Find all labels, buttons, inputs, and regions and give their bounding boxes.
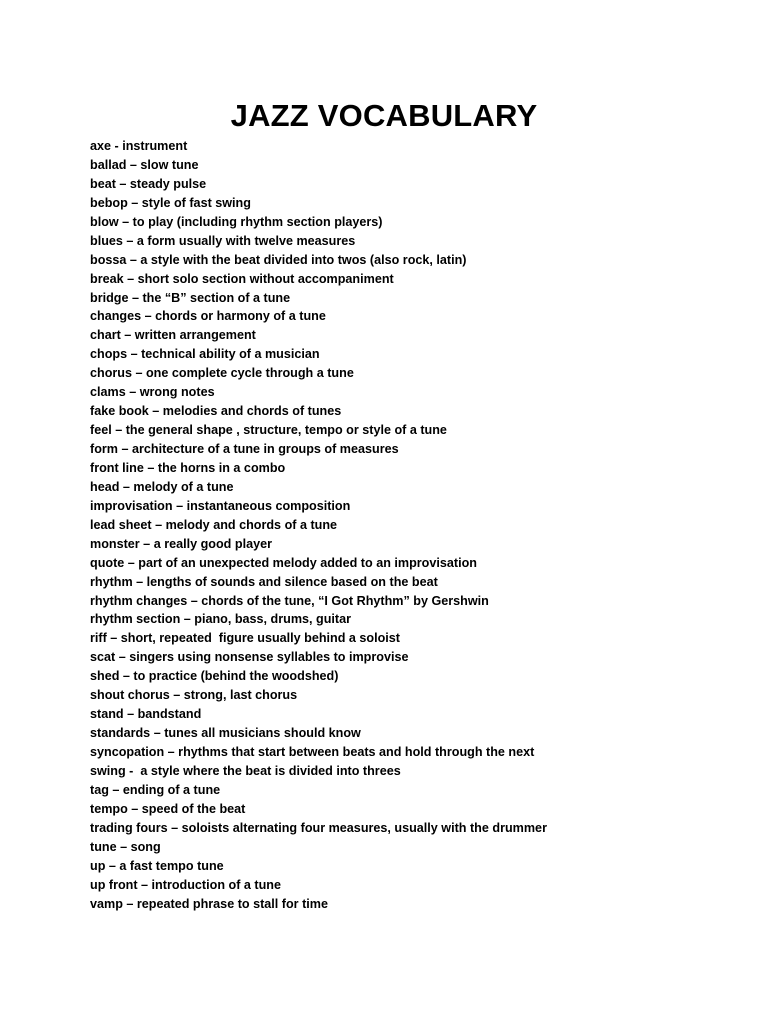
vocabulary-entry: front line – the horns in a combo: [90, 460, 286, 475]
vocabulary-entry: trading fours – soloists alternating four measures, usually with the drummer: [90, 820, 547, 835]
vocabulary-entry: chops – technical ability of a musician: [90, 347, 320, 362]
vocabulary-entry: form – architecture of a tune in groups of measures: [90, 442, 399, 456]
vocabulary-entry: fake book – melodies and chords of tunes: [90, 404, 342, 419]
vocabulary-entry: chorus – one complete cycle through a tune: [90, 366, 354, 381]
page-title: JAZZ VOCABULARY: [230, 98, 538, 133]
vocabulary-entry: up – a fast tempo tune: [90, 858, 224, 873]
vocabulary-entry: improvisation – instantaneous composition: [90, 498, 351, 513]
vocabulary-entry: head – melody of a tune: [90, 479, 234, 494]
vocabulary-list: [90, 137, 730, 913]
vocabulary-entry: tempo – speed of the beat: [90, 801, 246, 816]
vocabulary-entry: shed – to practice (behind the woodshed): [90, 669, 339, 684]
vocabulary-entry: blow – to play (including rhythm section players): [90, 214, 383, 229]
vocabulary-entry: standards – tunes all musicians should know: [90, 726, 361, 741]
vocabulary-entry: blues – a form usually with twelve measures: [90, 233, 356, 248]
vocabulary-entry: beat – steady pulse: [90, 176, 207, 191]
vocabulary-entry: feel – the general shape , structure, tempo or style of a tune: [90, 423, 447, 438]
vocabulary-entry: up front – introduction of a tune: [90, 877, 281, 892]
vocabulary-entry: chart – written arrangement: [90, 328, 256, 343]
vocabulary-entry: quote – part of an unexpected melody added to an improvisation: [90, 555, 477, 570]
vocabulary-entry: vamp – repeated phrase to stall for time: [90, 896, 328, 911]
vocabulary-entry: shout chorus – strong, last chorus: [90, 688, 298, 703]
vocabulary-entry: swing - a style where the beat is divided into threes: [90, 763, 401, 778]
vocabulary-entry: monster – a really good player: [90, 536, 272, 551]
vocabulary-entry: rhythm – lengths of sounds and silence based on the beat: [90, 574, 438, 589]
vocabulary-entry: scat – singers using nonsense syllables to improvise: [90, 650, 409, 665]
vocabulary-entry: rhythm changes – chords of the tune, “I Got Rhythm” by Gershwin: [90, 593, 489, 608]
vocabulary-entry: bebop – style of fast swing: [90, 195, 251, 210]
vocabulary-entry: axe - instrument: [90, 139, 188, 153]
vocabulary-entry: syncopation – rhythms that start between beats and hold through the next: [90, 745, 535, 759]
vocabulary-entry: bossa – a style with the beat divided into twos (also rock, latin): [90, 252, 467, 267]
vocabulary-entry: lead sheet – melody and chords of a tune: [90, 517, 338, 532]
vocabulary-entry: rhythm section – piano, bass, drums, guitar: [90, 612, 352, 627]
vocabulary-entry: bridge – the “B” section of a tune: [90, 290, 291, 305]
vocabulary-entry: stand – bandstand: [90, 707, 202, 722]
vocabulary-entry: changes – chords or harmony of a tune: [90, 309, 326, 324]
vocabulary-entry: ballad – slow tune: [90, 157, 199, 172]
vocabulary-entry: tag – ending of a tune: [90, 782, 221, 797]
vocabulary-entry: break – short solo section without accompaniment: [90, 271, 394, 286]
vocabulary-entry: clams – wrong notes: [90, 385, 215, 400]
vocabulary-entry: tune – song: [90, 839, 161, 854]
vocabulary-entry: riff – short, repeated figure usually behind a soloist: [90, 631, 401, 646]
